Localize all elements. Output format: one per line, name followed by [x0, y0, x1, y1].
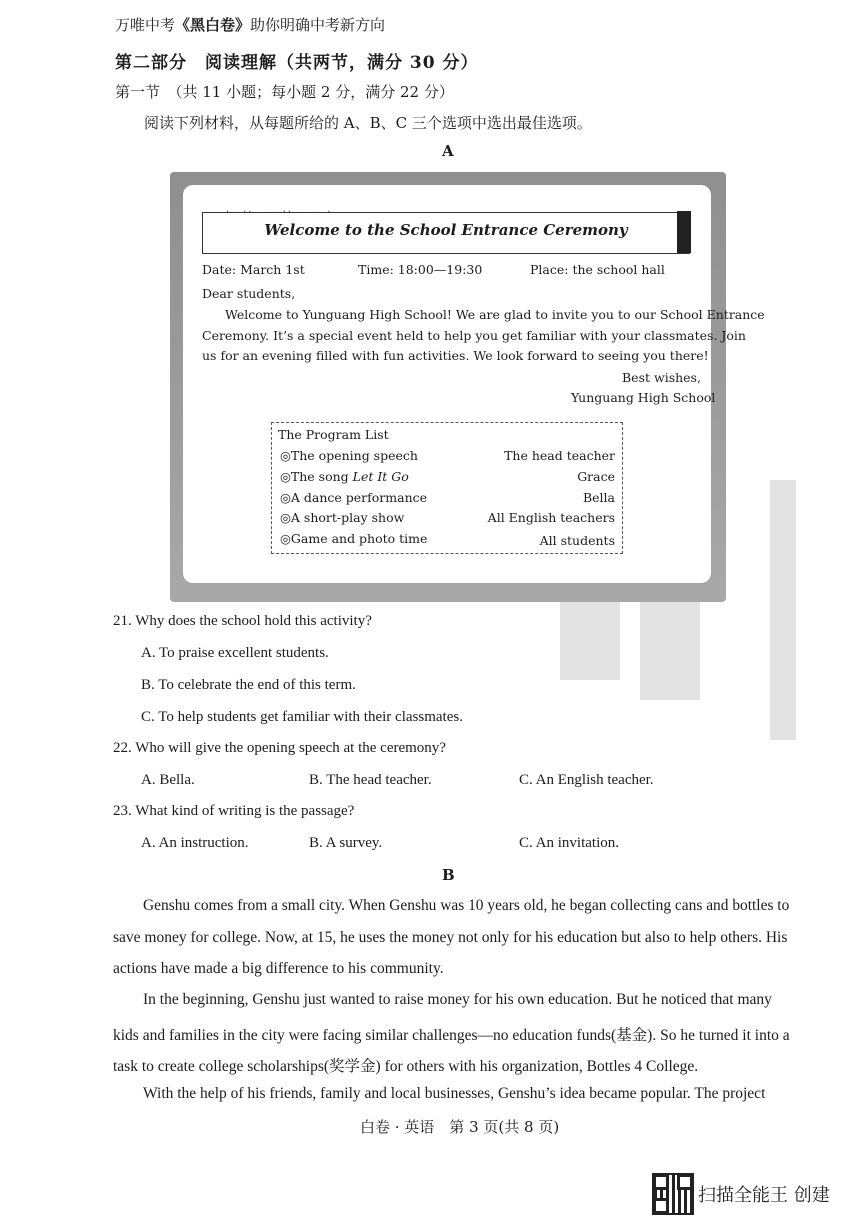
question-stem: 23. What kind of writing is the passage? [113, 803, 355, 819]
question-option: B. A survey. [309, 835, 383, 851]
program-performer: Bella [582, 490, 615, 505]
question-option: B. The head teacher. [309, 772, 432, 788]
program-performer: All English teachers [487, 510, 615, 525]
program-item: ◎The opening speech [280, 448, 418, 463]
passage-line: kids and families in the city were facing similar challenges—no education funds(基金). So he turned it into a [113, 1027, 790, 1044]
scanner-watermark: 扫描全能王 创建 [698, 1185, 830, 1206]
passage-line: Genshu comes from a small city. When Genshu was 10 years old, he began collecting cans and bottles to [143, 897, 790, 914]
instruction: 阅读下列材料，从每题所给的 A、B、C 三个选项中选出最佳选项。 [144, 114, 592, 132]
letter-body-line: us for an evening filled with fun activities. We look forward to seeing you there! [202, 348, 709, 363]
page-header [115, 14, 385, 35]
poster-banner [202, 212, 690, 254]
passage-line: task to create college scholarships(奖学金) for others with his organization, Bottles 4 College. [113, 1058, 699, 1075]
question-option: B. To celebrate the end of this term. [141, 677, 356, 693]
letter-body-line: Ceremony. It’s a special event held to help you get familiar with your classmates. Join [202, 328, 746, 343]
part-title: 第二部分 阅读理解（共两节，满分 30 分） [115, 53, 479, 73]
passage-b-label: B [442, 866, 455, 884]
program-title: The Program List [278, 427, 389, 442]
event-time: Time: 18:00—19:30 [358, 262, 483, 277]
song-title: Let It Go [352, 469, 409, 484]
page-footer: 白卷 · 英语 第 3 页(共 8 页) [360, 1118, 560, 1136]
header-prefix: 万唯中考 [115, 16, 176, 34]
program-performer: The head teacher [504, 448, 615, 463]
passage-line: actions have made a big difference to his community. [113, 960, 444, 977]
event-date: Date: March 1st [202, 262, 305, 277]
program-performer: All students [539, 533, 615, 548]
program-performer: Grace [577, 469, 615, 484]
question-option: C. To help students get familiar with their classmates. [141, 709, 463, 725]
passage-line: With the help of his friends, family and local businesses, Genshu’s idea became popular. The project [143, 1085, 766, 1102]
letter-closing: Best wishes, [622, 370, 701, 385]
question-option: C. An invitation. [519, 835, 620, 851]
header-suffix: 助你明确中考新方向 [250, 16, 386, 34]
question-option: C. An English teacher. [519, 772, 654, 788]
program-item: ◎Game and photo time [280, 531, 428, 546]
watermark-shape [770, 480, 796, 740]
qr-code-icon [652, 1173, 694, 1215]
program-item-prefix: ◎The song [280, 469, 353, 484]
banner-title: Welcome to the School Entrance Ceremony [264, 221, 628, 239]
program-item [280, 469, 409, 484]
question-option: A. Bella. [141, 772, 195, 788]
question-option: A. To praise excellent students. [141, 645, 329, 661]
letter-greeting: Dear students, [202, 286, 296, 301]
passage-a-label: A [442, 142, 454, 160]
passage-line: save money for college. Now, at 15, he uses the money not only for his education but also to help others. His [113, 929, 788, 946]
event-place: Place: the school hall [530, 262, 665, 277]
letter-body-line: Welcome to Yunguang High School! We are glad to invite you to our School Entrance [225, 307, 765, 322]
question-option: A. An instruction. [141, 835, 249, 851]
header-brand: 《黑白卷》 [175, 16, 251, 34]
letter-signature: Yunguang High School [571, 390, 716, 405]
question-stem: 21. Why does the school hold this activity? [113, 613, 372, 629]
question-stem: 22. Who will give the opening speech at the ceremony? [113, 740, 446, 756]
passage-line: In the beginning, Genshu just wanted to raise money for his own education. But he noticed that many [143, 991, 772, 1008]
program-item: ◎A dance performance [280, 490, 428, 505]
section-title: 第一节 （共 11 小题；每小题 2 分，满分 22 分） [115, 83, 454, 101]
program-item: ◎A short-play show [280, 510, 405, 525]
